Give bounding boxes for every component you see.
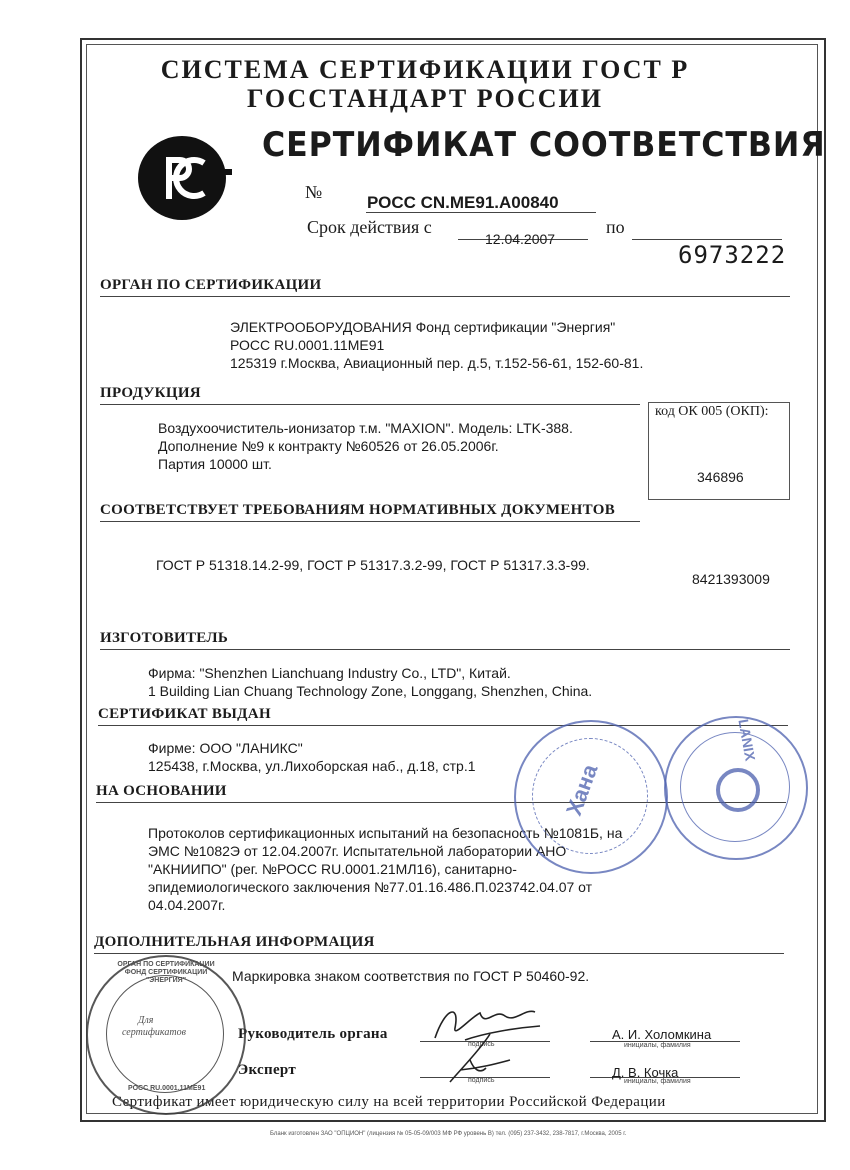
compliance-rule	[100, 521, 640, 522]
product-line2: Дополнение №9 к контракту №60526 от 26.05.2006г.	[158, 438, 499, 454]
issued-line1: Фирме: ООО "ЛАНИКС"	[148, 740, 303, 756]
expert-name-caption: инициалы, фамилия	[624, 1078, 691, 1085]
expert-label: Эксперт	[238, 1062, 297, 1078]
additional-rule	[94, 953, 784, 954]
company-stamp	[664, 716, 808, 860]
number-label: №	[305, 182, 323, 202]
number-underline	[366, 212, 596, 213]
head-name-caption: инициалы, фамилия	[624, 1042, 691, 1049]
product-heading: ПРОДУКЦИЯ	[100, 385, 201, 401]
basis-line4: эпидемиологического заключения №77.01.16.486.П.023742.04.07 от	[148, 879, 593, 895]
stamp-ring-bottom: РОСС RU.0001.11МЕ91	[128, 1085, 206, 1092]
manufacturer-heading: ИЗГОТОВИТЕЛЬ	[100, 630, 229, 646]
stamp-ring-text: ОРГАН ПО СЕРТИФИКАЦИИ ФОНД СЕРТИФИКАЦИИ "ЭНЕРГИЯ"	[117, 961, 215, 984]
organ-heading: ОРГАН ПО СЕРТИФИКАЦИИ	[100, 277, 322, 293]
head-name: А. И. Холомкина	[612, 1027, 712, 1042]
form-footnote: Бланк изготовлен ЗАО "ОПЦИОН" (лицензия № 05-05-09/003 МФ РФ уровень В) тел. (095) 237-3432, 238-7817, г.Москва, 2005 г.	[270, 1131, 627, 1137]
manufacturer-line1: Фирма: "Shenzhen Lianchuang Industry Co., LTD", Китай.	[148, 665, 511, 681]
serial-number: 6973222	[678, 241, 787, 269]
compliance-docs: ГОСТ Р 51318.14.2-99, ГОСТ Р 51317.3.2-99, ГОСТ Р 51317.3.3-99.	[156, 557, 590, 573]
product-rule	[100, 404, 640, 405]
additional-line1: Маркировка знаком соответствия по ГОСТ Р 50460-92.	[232, 968, 590, 984]
manufacturer-line2: 1 Building Lian Chuang Technology Zone, Longgang, Shenzhen, China.	[148, 683, 593, 699]
validity-label: Срок действия с	[307, 217, 432, 237]
rst-logo	[136, 135, 236, 221]
okp-label: код ОК 005 (ОКП):	[655, 404, 769, 419]
expert-signature-caption: подпись	[468, 1077, 495, 1084]
system-title: СИСТЕМА СЕРТИФИКАЦИИ ГОСТ Р	[160, 55, 690, 84]
head-label: Руководитель органа	[238, 1026, 388, 1042]
certificate-title: СЕРТИФИКАТ СООТВЕТСТВИЯ	[262, 125, 826, 165]
validity-note: Сертификат имеет юридическую силу на всей территории Российской Федерации	[112, 1094, 666, 1110]
basis-line1: Протоколов сертификационных испытаний на безопасность №1081Б, на	[148, 825, 623, 841]
basis-line3: "АКНИИПО" (рег. №РОСС RU.0001.21МЛ16), санитарно-	[148, 861, 517, 877]
lab-stamp	[514, 720, 668, 874]
basis-heading: НА ОСНОВАНИИ	[96, 783, 227, 799]
head-signature-caption: подпись	[468, 1041, 495, 1048]
logo-text: РСТ	[160, 222, 162, 223]
organ-line1: ЭЛЕКТРООБОРУДОВАНИЯ Фонд сертификации "Энергия"	[230, 319, 616, 335]
compliance-heading: СООТВЕТСТВУЕТ ТРЕБОВАНИЯМ НОРМАТИВНЫХ ДОКУМЕНТОВ	[100, 502, 616, 518]
gosstandart-title: ГОССТАНДАРТ РОССИИ	[246, 84, 603, 113]
stamp-center-1: Для	[138, 1015, 154, 1026]
basis-line5: 04.04.2007г.	[148, 897, 226, 913]
validity-to-underline	[632, 239, 782, 240]
lab-stamp-text: Хана	[561, 760, 603, 819]
certificate-number: РОСС CN.ME91.A00840	[367, 193, 559, 212]
certification-body-stamp	[86, 955, 246, 1115]
basis-line2: ЭМС №1082Э от 12.04.2007г. Испытательной лаборатории АНО	[148, 843, 567, 859]
okp-value: 346896	[697, 469, 744, 485]
organ-accreditation: РОСС RU.0001.11МЕ91	[230, 337, 385, 353]
product-line3: Партия 10000 шт.	[158, 456, 272, 472]
company-stamp-text: LANIX	[735, 717, 759, 763]
product-line1: Воздухоочиститель-ионизатор т.м. "MAXION". Модель: LTK-388.	[158, 420, 573, 436]
stamp-center-2: сертификатов	[122, 1027, 186, 1038]
additional-heading: ДОПОЛНИТЕЛЬНАЯ ИНФОРМАЦИЯ	[94, 934, 375, 950]
organ-rule	[100, 296, 790, 297]
organ-address: 125319 г.Москва, Авиационный пер. д.5, т.152-56-61, 152-60-81.	[230, 355, 644, 371]
validity-to-label: по	[606, 217, 625, 237]
expert-signature	[440, 1030, 520, 1091]
expert-name: Д. В. Кочка	[612, 1065, 679, 1080]
manufacturer-rule	[100, 649, 790, 650]
issued-heading: СЕРТИФИКАТ ВЫДАН	[98, 706, 271, 722]
issued-rule	[98, 725, 788, 726]
tnved-value: 8421393009	[692, 571, 770, 587]
validity-from: 12.04.2007	[485, 231, 556, 247]
issued-line2: 125438, г.Москва, ул.Лихоборская наб., д.18, стр.1	[148, 758, 476, 774]
